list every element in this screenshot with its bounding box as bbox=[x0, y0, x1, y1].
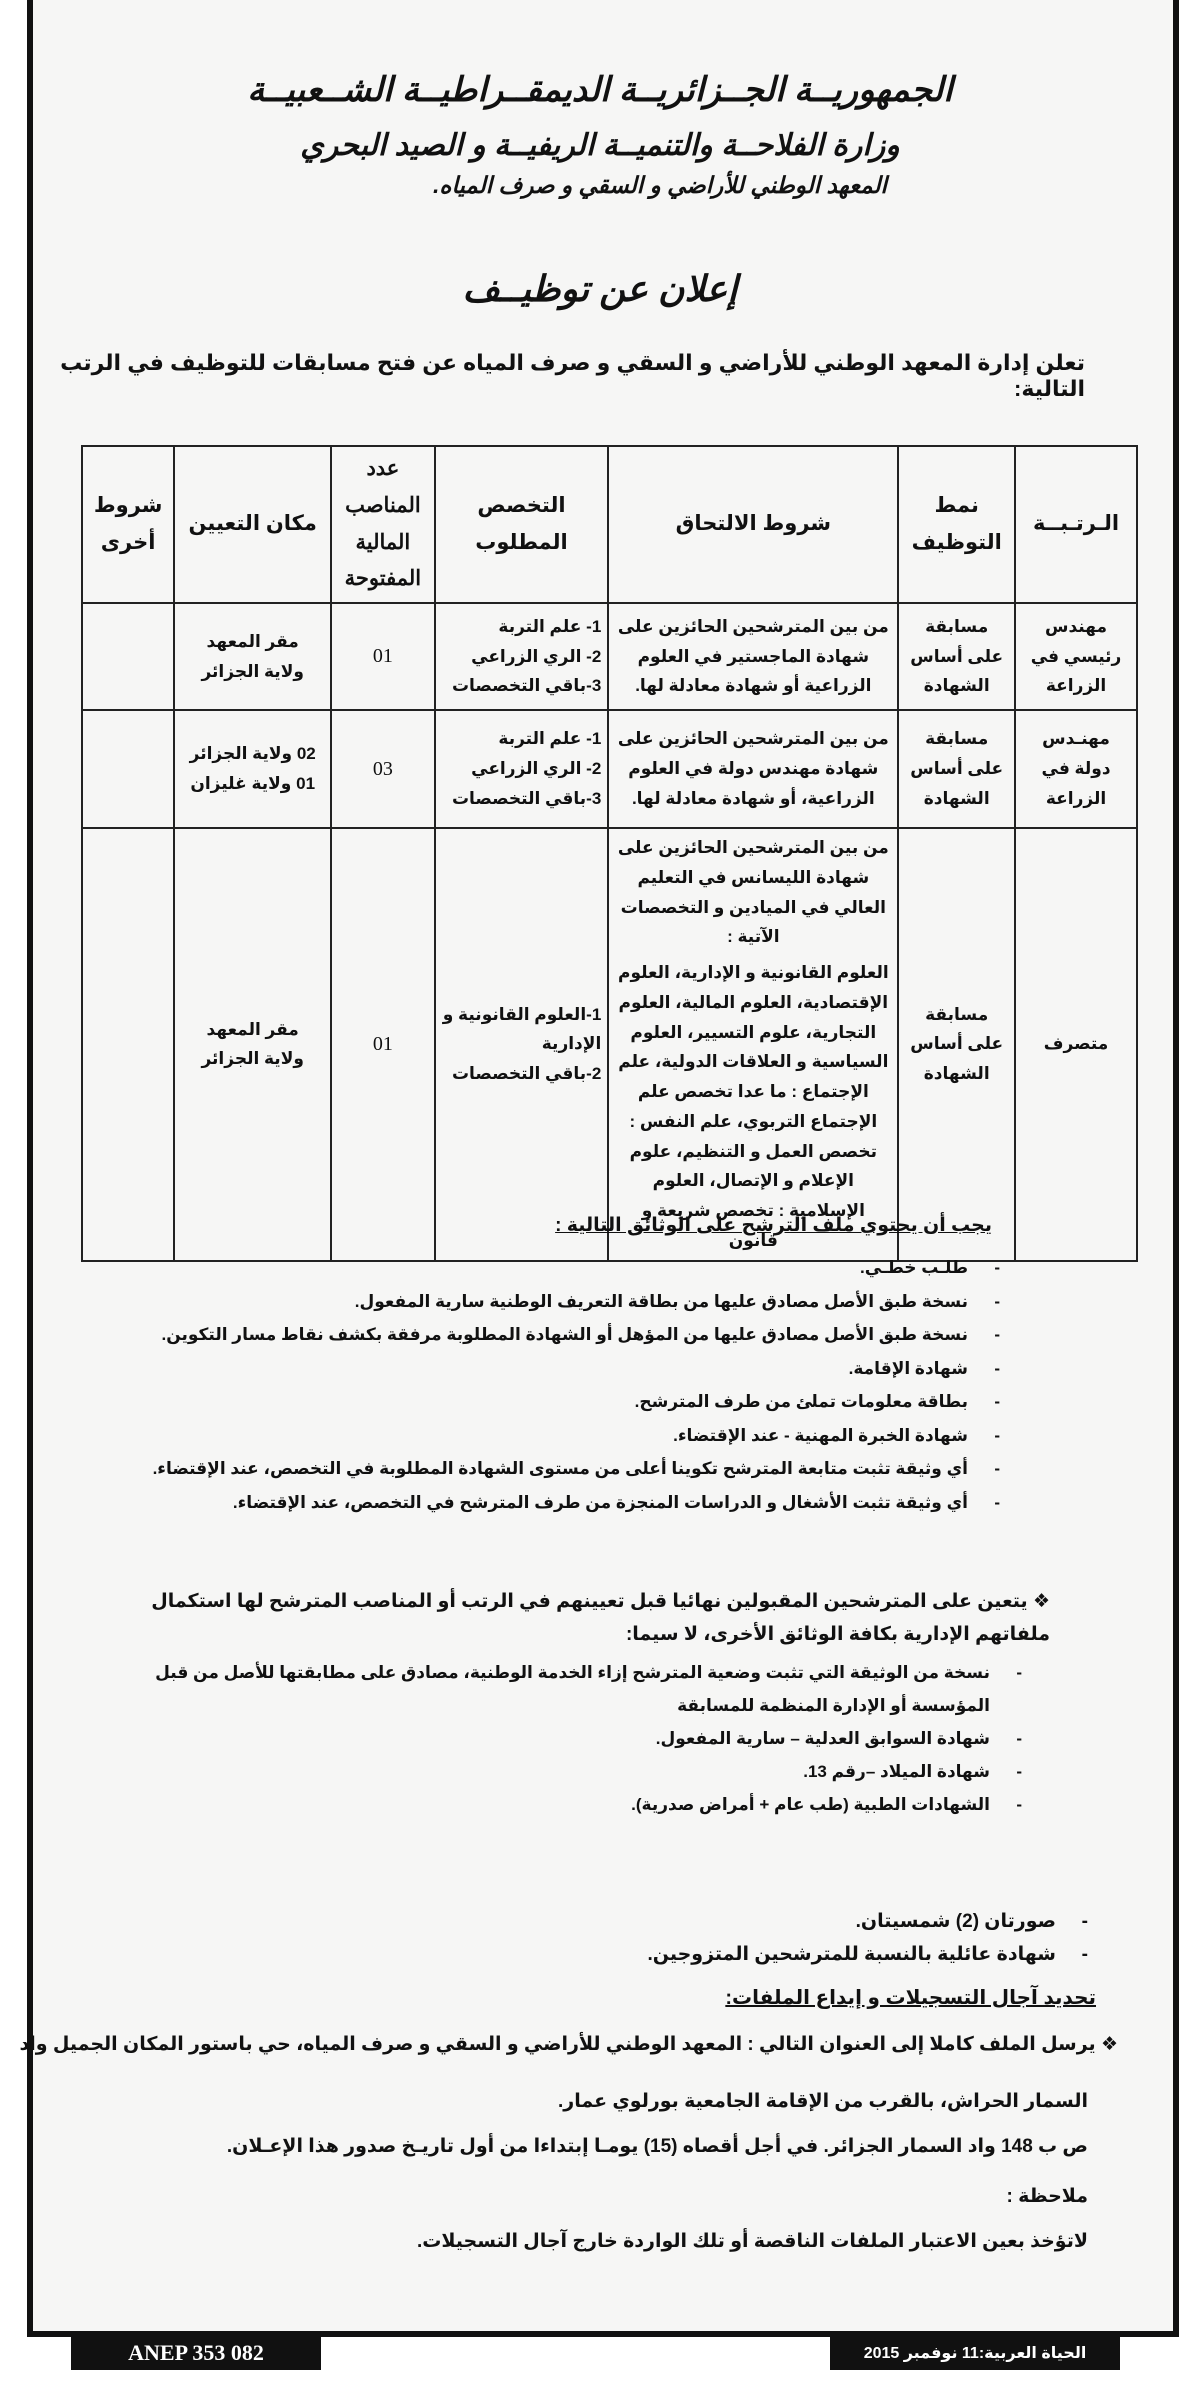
address-text: يرسل الملف كاملا إلى العنوان التالي : المعهد الوطني للأراضي و السقي و صرف المياه، حي باستور المكان الجميل واد bbox=[19, 2034, 1096, 2055]
positions-cell: 01 bbox=[331, 828, 435, 1261]
address-line-2: السمار الحراش، بالقرب من الإقامة الجامعية بورلوي عمار. bbox=[558, 2091, 1088, 2112]
col-rank: الـرتـبــة bbox=[1015, 446, 1137, 603]
anep-reference: ANEP 353 082 bbox=[71, 2336, 321, 2370]
list-item: - بطاقة معلومات تملئ من طرف المترشح. bbox=[153, 1385, 1000, 1419]
col-mode: نمط التوظيف bbox=[898, 446, 1015, 603]
documents-heading: يجب أن يحتوي ملف الترشح على الوثائق التالية : bbox=[555, 1215, 992, 1236]
address-line-1 bbox=[20, 2028, 1118, 2061]
specialty-item: 1-العلوم القانونية و الإدارية bbox=[442, 1004, 602, 1054]
final-note bbox=[90, 1585, 1050, 1652]
table-row bbox=[82, 603, 1137, 710]
other-cell bbox=[82, 710, 174, 828]
rank-cell: مهندس رئيسي في الزراعة bbox=[1015, 603, 1137, 710]
specialty-item: 2- الري الزراعي bbox=[471, 646, 602, 666]
address-line-3: ص ب 148 واد السمار الجزائر. في أجل أقصاه (15) يومـا إبتداءا من أول تاريـخ صدور هذا الإعـلان. bbox=[226, 2136, 1088, 2157]
republic-header: الجمهوريــة الجــزائريــة الديمقــراطيــة الشــعبيــة bbox=[247, 71, 953, 109]
deadline-heading: تحديد آجال التسجيلات و إيداع الملفات: bbox=[725, 1987, 1096, 2009]
list-item: - شهادة السوابق العدلية – سارية المفعول. bbox=[122, 1722, 1022, 1755]
final-documents-list bbox=[122, 1656, 1022, 1821]
specialty-item: 2-باقي التخصصات bbox=[451, 1064, 602, 1084]
col-conditions: شروط الالتحاق bbox=[608, 446, 898, 603]
specialty-cell bbox=[435, 710, 609, 828]
list-item: - نسخة طبق الأصل مصادق عليها من بطاقة التعريف الوطنية سارية المفعول. bbox=[153, 1285, 1000, 1319]
page-title: إعلان عن توظيــف bbox=[462, 268, 738, 309]
positions-cell: 03 bbox=[331, 710, 435, 828]
conditions-cell bbox=[608, 828, 898, 1261]
mode-cell: مسابقة على أساس الشهادة bbox=[898, 710, 1015, 828]
ministry-header: وزارة الفلاحــة والتنميــة الريفيــة و الصيد البحري bbox=[300, 129, 900, 162]
place-line: 01 ولاية غليزان bbox=[190, 774, 316, 793]
col-positions: عدد المناصب المالية المفتوحة bbox=[331, 446, 435, 603]
conditions-cell: من بين المترشحين الحائزين على شهادة الماجستير في العلوم الزراعية أو شهادة معادلة لها. bbox=[608, 603, 898, 710]
remark-text: لاتؤخذ بعين الاعتبار الملفات الناقصة أو تلك الواردة خارج آجال التسجيلات. bbox=[416, 2231, 1088, 2252]
documents-list bbox=[153, 1251, 1000, 1519]
newspaper-date: الحياة العربية:11 نوفمبر 2015 bbox=[830, 2336, 1120, 2370]
specialty-item: 3-باقي التخصصات bbox=[451, 676, 602, 696]
col-other: شروط أخرى bbox=[82, 446, 174, 603]
final-note-text: يتعين على المترشحين المقبولين نهائيا قبل تعيينهم في الرتب أو المناصب المترشح لها استكمال ملفاتهم الإدارية بكافة الوثائق الأخرى، لا سيما: bbox=[151, 1591, 1050, 1646]
remark-label: ملاحظة : bbox=[1006, 2186, 1088, 2207]
intro-text: تعلن إدارة المعهد الوطني للأراضي و السقي و صرف المياه عن فتح مسابقات للتوظيف في الرتب التالية: bbox=[60, 350, 1085, 401]
specialty-cell bbox=[435, 603, 609, 710]
list-item: - شهادة عائلية بالنسبة للمترشحين المتزوجين. bbox=[647, 1938, 1088, 1971]
place-line: 02 ولاية الجزائر bbox=[189, 744, 316, 764]
list-item: - الشهادات الطبية (طب عام + أمراض صدرية). bbox=[122, 1788, 1022, 1821]
place-cell bbox=[174, 710, 331, 828]
list-item: - نسخة طبق الأصل مصادق عليها من المؤهل أو الشهادة المطلوبة مرفقة بكشف نقاط مسار التكوين. bbox=[153, 1318, 1000, 1352]
list-item: - شهادة الخبرة المهنية - عند الإقتضاء. bbox=[153, 1419, 1000, 1453]
list-item: - أي وثيقة تثبت متابعة المترشح تكوينا أعلى من مستوى الشهادة المطلوبة في التخصص، عند الإقتضاء. bbox=[153, 1452, 1000, 1486]
diamond-bullet-icon: ❖ bbox=[1095, 2034, 1118, 2055]
specialty-item: 1- علم التربة bbox=[498, 729, 602, 749]
diamond-bullet-icon: ❖ bbox=[1027, 1591, 1050, 1612]
conditions-detail: العلوم القانونية و الإدارية، العلوم الإقتصادية، العلوم المالية، العلوم التجارية، علوم التسيير، العلوم السياسية و العلاقات الدولية، علم الإجتماع : ما عدا تخصص علم الإجتماع التربوي، علم النفس : تخصص العمل و التنظيم، علوم الإعلام و الإتصال، العلوم الإسلامية : تخصص شريعة و قانون bbox=[617, 963, 889, 1250]
institute-header: المعهد الوطني للأراضي و السقي و صرف المياه. bbox=[433, 172, 887, 198]
place-line: ولاية الجزائر bbox=[201, 1049, 304, 1069]
col-place: مكان التعيين bbox=[174, 446, 331, 603]
mode-cell: مسابقة على أساس الشهادة bbox=[898, 828, 1015, 1261]
mode-cell: مسابقة على أساس الشهادة bbox=[898, 603, 1015, 710]
place-cell bbox=[174, 828, 331, 1261]
place-cell bbox=[174, 603, 331, 710]
place-line: مقر المعهد bbox=[206, 631, 299, 651]
table-row bbox=[82, 828, 1137, 1261]
list-item: - شهادة الميلاد –رقم 13. bbox=[122, 1755, 1022, 1788]
other-cell bbox=[82, 828, 174, 1261]
specialty-item: 2- الري الزراعي bbox=[471, 759, 602, 779]
table-row bbox=[82, 710, 1137, 828]
rank-cell: متصرف bbox=[1015, 828, 1137, 1261]
list-item: - نسخة من الوثيقة التي تثبت وضعية المترشح إزاء الخدمة الوطنية، مصادق على مطابقتها للأصل من قبل المؤسسة أو الإدارة المنظمة للمسابقة bbox=[122, 1656, 1022, 1722]
rank-cell: مهنـدس دولة في الزراعة bbox=[1015, 710, 1137, 828]
list-item: - صورتان (2) شمسيتان. bbox=[647, 1905, 1088, 1938]
photos-list bbox=[647, 1905, 1088, 1971]
specialty-cell bbox=[435, 828, 609, 1261]
positions-cell: 01 bbox=[331, 603, 435, 710]
place-line: ولاية الجزائر bbox=[201, 661, 304, 681]
col-specialty: التخصص المطلوب bbox=[435, 446, 609, 603]
table-header-row bbox=[82, 446, 1137, 603]
conditions-cell: من بين المترشحين الحائزين على شهادة مهندس دولة في العلوم الزراعية، أو شهادة معادلة لها. bbox=[608, 710, 898, 828]
positions-table bbox=[81, 445, 1138, 1262]
specialty-item: 3-باقي التخصصات bbox=[451, 788, 602, 808]
place-line: مقر المعهد bbox=[206, 1019, 299, 1039]
list-item: - طلـب خطـي. bbox=[153, 1251, 1000, 1285]
list-item: - أي وثيقة تثبت الأشغال و الدراسات المنجزة من طرف المترشح في التخصص، عند الإقتضاء. bbox=[153, 1486, 1000, 1520]
conditions-intro: من بين المترشحين الحائزين على شهادة الليسانس في التعليم العالي في الميادين و التخصصات الآتية : bbox=[617, 838, 889, 947]
list-item: - شهادة الإقامة. bbox=[153, 1352, 1000, 1386]
other-cell bbox=[82, 603, 174, 710]
specialty-item: 1- علم التربة bbox=[498, 616, 602, 636]
